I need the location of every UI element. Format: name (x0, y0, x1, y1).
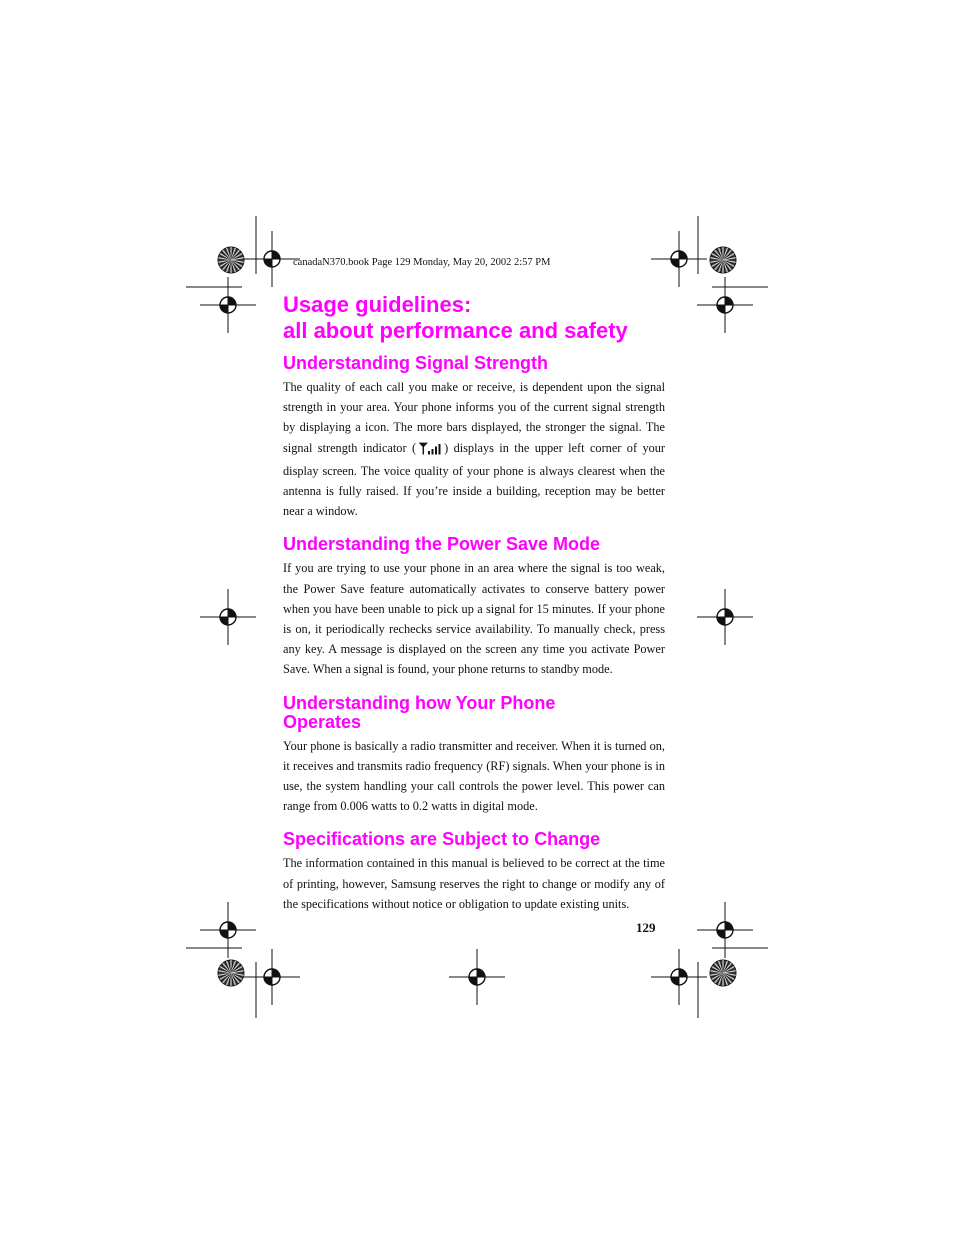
registration-target (651, 231, 707, 287)
heading-phone-operates (283, 694, 665, 732)
registration-target (697, 902, 753, 958)
page-title (283, 292, 665, 344)
star-target (218, 247, 244, 273)
paragraph-signal-text-2: ) displays in the upper left corner of your display screen. The voice quality of your phone is always clearest when the antenna is fully raised. If you’re inside a building, reception may be better near a window. (283, 440, 666, 519)
paragraph-power-save-mode: If you are trying to use your phone in an area where the signal is too weak, the Power Save feature automatically activates to conserve battery power when you have been unable to pick up a signal for 15 minutes. If your phone is on, it periodically rechecks service availability. To manually check, press any key. A message is displayed on the screen any time you activate Power Save. When a signal is found, your phone returns to standby mode. (283, 561, 665, 677)
paragraph-signal-strength (283, 377, 665, 521)
registration-target (244, 949, 300, 1005)
paragraph-phone-operates: Your phone is basically a radio transmitter and receiver. When it is turned on, it receives and transmits radio frequency (RF) signals. When your phone is in use, the system handling your call controls the power level. This power can range from 0.006 watts to 0.2 watts in digital mode. (283, 738, 665, 814)
heading-phone-operates-line-1: Understanding how Your Phone (283, 692, 556, 713)
content-area (283, 292, 665, 914)
star-target (710, 247, 736, 273)
registration-target (697, 277, 753, 333)
registration-target (200, 277, 256, 333)
star-target (218, 960, 244, 986)
registration-target (651, 949, 707, 1005)
page-title-line-1: Usage guidelines: (283, 292, 472, 317)
heading-power-save-mode: Understanding the Power Save Mode (283, 534, 601, 555)
paragraph-specifications: The information contained in this manual is believed to be correct at the time of printing, however, Samsung reserves the right to change or modify any of the specifications without notice or obligation to update existing units. (283, 856, 665, 911)
heading-phone-operates-line-2: Operates (283, 711, 362, 732)
registration-target (200, 589, 256, 645)
heading-signal-strength: Understanding Signal Strength (283, 353, 549, 373)
star-target (710, 960, 736, 986)
registration-target (449, 949, 505, 1005)
paragraph-signal-text-1: The quality of each call you make or receive, is dependent upon the signal strength in your area. Your phone informs you of the current signal strength by displaying a icon. The more bars displayed, the stronger the signal. The signal strength indicator ( (283, 380, 665, 455)
page-number: 129 (636, 920, 656, 935)
registration-target (697, 589, 753, 645)
registration-target (200, 902, 256, 958)
heading-specifications: Specifications are Subject to Change (283, 829, 601, 850)
file-header: canadaN370.book Page 129 Monday, May 20, 2002 2:57 PM (293, 257, 551, 268)
signal-strength-icon (419, 441, 441, 461)
registration-target (244, 231, 300, 287)
page-title-line-2: all about performance and safety (283, 318, 628, 343)
